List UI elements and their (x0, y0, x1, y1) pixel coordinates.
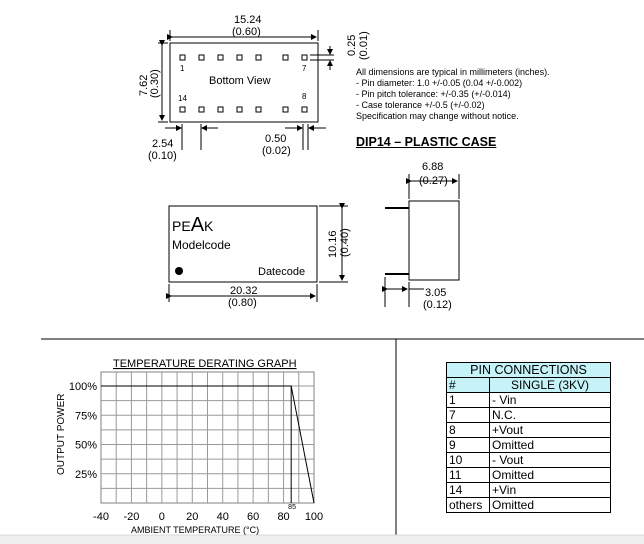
side-view-drawing (385, 161, 459, 311)
table-row (447, 408, 611, 423)
pin-function: +Vin (490, 483, 611, 498)
modelcode-label: Modelcode (172, 238, 231, 252)
pin-8-label: 8 (302, 92, 307, 101)
pitch-in-label: (0.10) (148, 150, 177, 162)
pin-function: N.C. (490, 408, 611, 423)
table-row (447, 468, 611, 483)
side-view-outline (409, 201, 459, 280)
note-line: - Pin pitch tolerance: +/-0.35 (+/-0.014) (356, 89, 511, 99)
table-row (447, 438, 611, 453)
x-tick-label: 100 (304, 511, 324, 523)
length-mm-label: 20.32 (230, 285, 258, 297)
bottom-view-drawing (138, 14, 370, 162)
side-width-mm-label: 6.88 (422, 161, 444, 173)
height-mm-label: 7.62 (138, 74, 150, 96)
height-in-label: (0.30) (149, 69, 161, 98)
side-lead-bottom (385, 273, 409, 275)
dimension-notes (356, 67, 550, 122)
graph-title: TEMPERATURE DERATING GRAPH (113, 358, 297, 370)
pin-number: 10 (447, 453, 490, 468)
table-row (447, 498, 611, 513)
table-row (447, 423, 611, 438)
bottom-view-label: Bottom View (209, 75, 271, 87)
derating-graph (56, 358, 323, 535)
note-line: - Case tolerance +/-0.5 (+/-0.02) (356, 100, 485, 110)
x-tick-label: 60 (247, 511, 260, 523)
x-axis-label: AMBIENT TEMPERATURE (°C) (131, 525, 260, 535)
side-width-in-label: (0.27) (419, 175, 448, 187)
pin-function: Omitted (490, 498, 611, 513)
pin-table-col-header: # (447, 378, 490, 393)
pitch-mm-label: 2.54 (152, 138, 174, 150)
x-tick-label: -20 (123, 511, 140, 523)
x-tick-label: 0 (158, 511, 165, 523)
y-tick-label: 75% (74, 410, 97, 423)
width-in-label: (0.60) (232, 26, 261, 38)
pin1-marker-dot (175, 267, 183, 275)
y-tick-label: 25% (74, 468, 97, 481)
pin-number: 1 (447, 393, 490, 408)
note-line: All dimensions are typical in millimeters (inches). (356, 67, 550, 77)
pin-number: 7 (447, 408, 490, 423)
pin-1-label: 1 (180, 64, 185, 73)
top-view-drawing (169, 206, 351, 309)
pin-number: 8 (447, 423, 490, 438)
table-row (447, 453, 611, 468)
pin-function: - Vin (490, 393, 611, 408)
pin-function: - Vout (490, 453, 611, 468)
pin-table-title: PIN CONNECTIONS (447, 363, 611, 378)
pin-dia-in-label: (0.02) (262, 145, 291, 157)
datecode-label: Datecode (258, 266, 306, 278)
pin-14-label: 14 (178, 94, 187, 103)
pin-number: others (447, 498, 490, 513)
width-mm-label: 15.24 (234, 14, 262, 26)
x-tick-label: 40 (216, 511, 229, 523)
pin-7-label: 7 (302, 64, 307, 73)
length-in-label: (0.80) (228, 297, 257, 309)
pin-table-col-header: SINGLE (3KV) (490, 378, 611, 393)
table-row (447, 483, 611, 498)
annotation-85: 85 (288, 504, 296, 511)
y-axis-label: OUTPUT POWER (56, 393, 67, 475)
top-height-in-label: (0.40) (339, 228, 351, 257)
bottom-footer-bar (0, 535, 644, 544)
pin-dia-mm-label: 0.50 (265, 133, 287, 145)
lead-mm-label: 3.05 (425, 287, 447, 299)
x-tick-labels (93, 511, 323, 523)
side-lead-top (385, 207, 409, 209)
brand-logo: PEAK (172, 214, 214, 236)
y-tick-label: 50% (74, 439, 97, 452)
y-tick-label: 100% (68, 381, 97, 394)
pin-function: Omitted (490, 438, 611, 453)
pin-function: +Vout (490, 423, 611, 438)
note-line: Specification may change without notice. (356, 111, 519, 121)
x-tick-label: -40 (93, 511, 109, 523)
top-height-mm-label: 10.16 (327, 230, 339, 258)
pin-connections-table (446, 362, 611, 513)
y-tick-labels (69, 381, 97, 481)
pin-number: 9 (447, 438, 490, 453)
note-line: - Pin diameter: 1.0 +/-0.05 (0.04 +/-0.002) (356, 78, 523, 88)
pin-function: Omitted (490, 468, 611, 483)
case-title: DIP14 – PLASTIC CASE (356, 135, 497, 149)
table-row (447, 393, 611, 408)
pin-width-in-label: (0.01) (358, 31, 370, 60)
pin-number: 11 (447, 468, 490, 483)
x-tick-label: 20 (186, 511, 199, 523)
x-tick-label: 80 (277, 511, 290, 523)
pin-number: 14 (447, 483, 490, 498)
pins-bottom-row (180, 107, 307, 112)
pin-width-mm-label: 0.25 (346, 34, 358, 56)
lead-in-label: (0.12) (423, 299, 452, 311)
pins-top-row (180, 55, 307, 60)
